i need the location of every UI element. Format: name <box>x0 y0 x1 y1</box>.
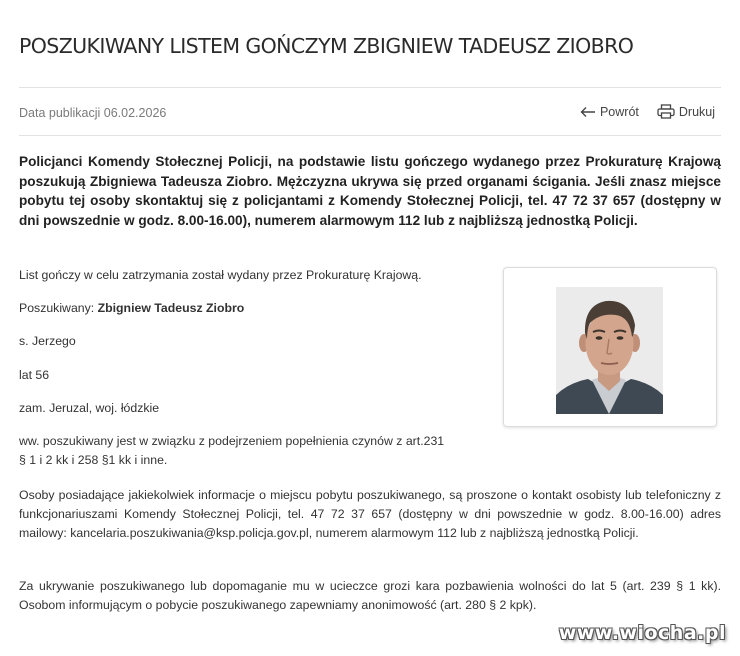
arrow-left-icon <box>580 106 596 118</box>
age: lat 56 <box>19 368 50 382</box>
title-divider <box>19 87 721 88</box>
wanted-label: Poszukiwany: <box>19 301 95 315</box>
father-name: s. Jerzego <box>19 334 76 348</box>
print-button[interactable] <box>657 104 715 119</box>
lead-paragraph: Policjanci Komendy Stołecznej Policji, na podstawie listu gończego wydanego przez Prokuraturę Krajową poszukują Zbigniewa Tadeusza Ziobro. Mężczyzna ukrywa się przed organami ścigania. Jeśli znasz miejsce pobytu tej osoby skontaktuj się z policjantami z Komendy Stołecznej Policji, tel. 47 72 37 657 (dostępny w dni powszednie w godz. 8.00-16.00), numerem alarmowym 112 lub z najbliższą jednostką Policji. <box>19 154 721 228</box>
article-actions <box>580 104 715 119</box>
watermark-logo: www.wiocha.pl <box>558 622 726 644</box>
publication-date <box>19 106 166 120</box>
wanted-name: Zbigniew Tadeusz Ziobro <box>97 301 245 315</box>
print-label: Drukuj <box>678 104 715 119</box>
back-button[interactable] <box>580 104 639 119</box>
charges: ww. poszukiwany jest w związku z podejrzeniem popełnienia czynów z art.231 § 1 i 2 kk i 258 §1 kk i inne. <box>19 434 445 467</box>
date-label: Data publikacji <box>19 106 101 120</box>
photo-card <box>503 267 717 427</box>
suspect-photo <box>556 287 663 414</box>
printer-icon <box>657 104 675 119</box>
meta-divider <box>19 135 721 136</box>
warrant-info: List gończy w celu zatrzymania został wydany przez Prokuraturę Krajową. <box>19 268 422 282</box>
date-value: 06.02.2026 <box>103 106 167 120</box>
back-label: Powrót <box>599 104 639 119</box>
warning-paragraph: Za ukrywanie poszukiwanego lub dopomaganie mu w ucieczce grozi kara pozbawienia wolności do lat 5 (art. 239 § 1 kk). Osobom informującym o pobycie poszukiwanego zapewniamy anonimowość (art. 280 § 2 kpk). <box>19 579 721 612</box>
address: zam. Jeruzal, woj. łódzkie <box>19 401 160 415</box>
page-title: POSZUKIWANY LISTEM GOŃCZYM ZBIGNIEW TADEUSZ ZIOBRO <box>19 34 634 58</box>
wanted-line <box>19 299 489 318</box>
contact-paragraph: Osoby posiadające jakiekolwiek informacje o miejscu pobytu poszukiwanego, są proszone o kontakt osobisty lub telefoniczny z funkcjonariuszami Komendy Stołecznej Policji, tel. 47 72 37 657 (dostępny w dni powszednie w godz. 8.00-16.00) adres mailowy: kancelaria.poszukiwania@ksp.policja.gov.pl, numerem alarmowym 112 lub z najbliższą jednostką Policji. <box>19 488 721 540</box>
